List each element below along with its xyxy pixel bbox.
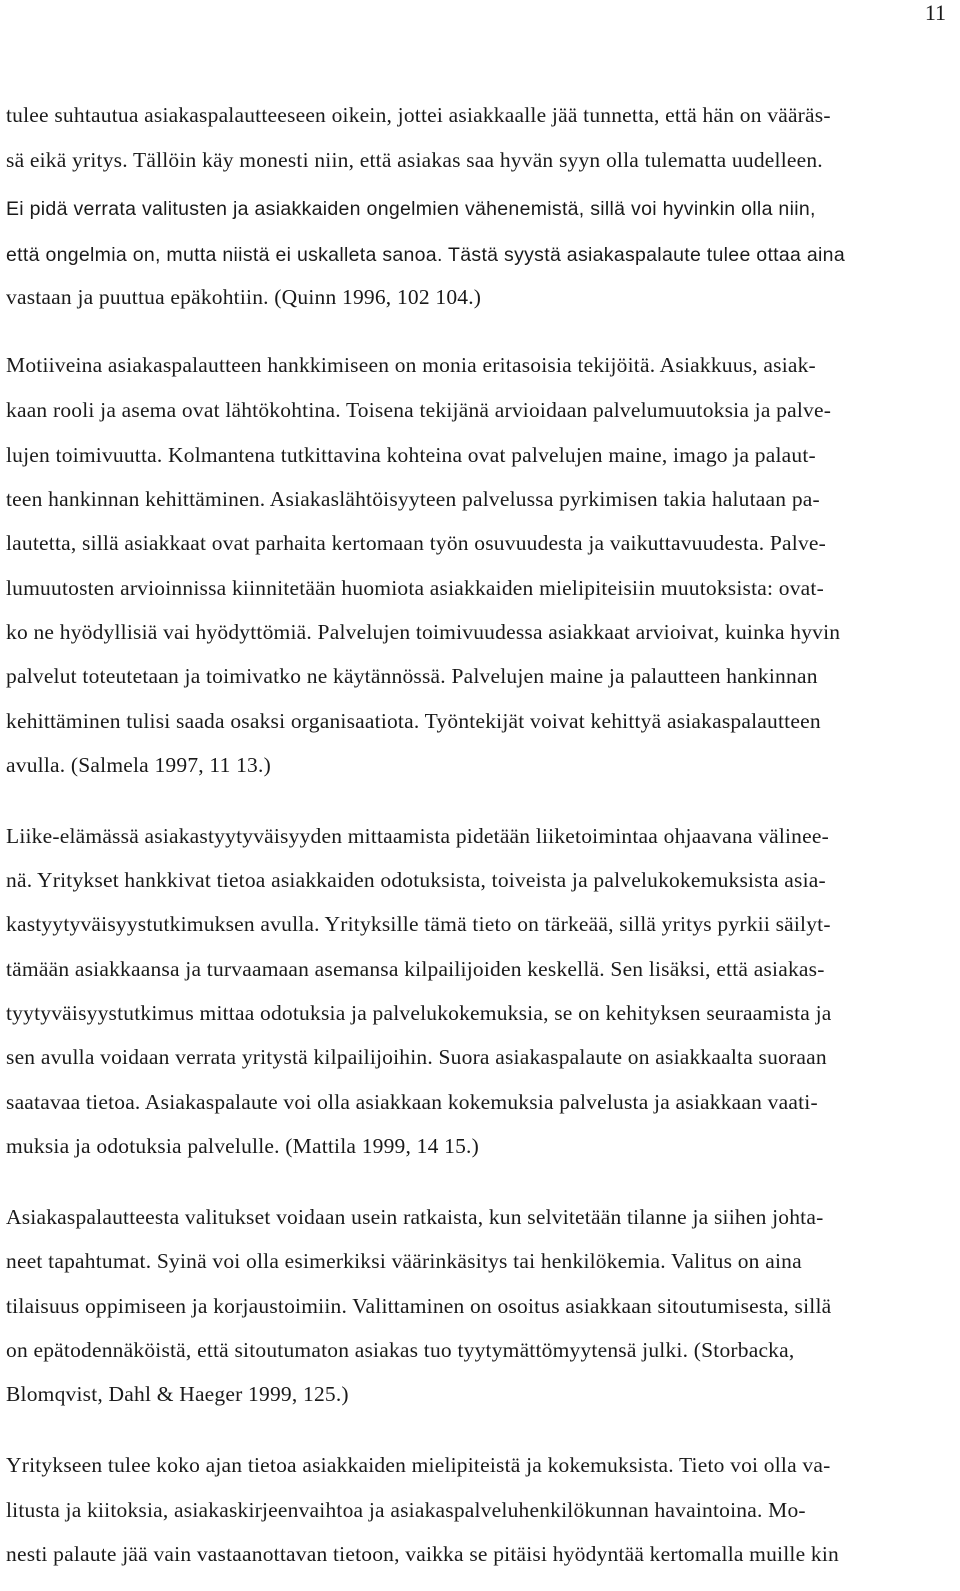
- text-line: nä. Yritykset hankkivat tietoa asiakkaiden odotuksista, toiveista ja palvelukokemuksista asia-: [6, 868, 826, 892]
- text-line: että ongelmia on, mutta niistä ei uskalleta sanoa. Tästä syystä asiakaspalaute tulee ottaa aina: [6, 244, 845, 266]
- text-line: kastyytyväisyystutkimuksen avulla. Yrityksille tämä tieto on tärkeää, sillä yritys pyrkii säilyt-: [6, 912, 831, 936]
- text-line: litusta ja kiitoksia, asiakaskirjeenvaihtoa ja asiakaspalveluhenkilökunnan havaintoina. Mo-: [6, 1498, 806, 1522]
- text-line: muksia ja odotuksia palvelulle. (Mattila 1999, 14 15.): [6, 1134, 479, 1158]
- text-line: ko ne hyödyllisiä vai hyödyttömiä. Palvelujen toimivuudessa asiakkaat arvioivat, kuinka hyvin: [6, 620, 841, 644]
- text-line: lumuutosten arvioinnissa kiinnitetään huomiota asiakkaiden mielipiteisiin muutoksista: ovat-: [6, 576, 824, 600]
- text-line: kehittäminen tulisi saada osaksi organisaatiota. Työntekijät voivat kehittyä asiakaspalautteen: [6, 709, 821, 733]
- text-line: nesti palaute jää vain vastaanottavan tietoon, vaikka se pitäisi hyödyntää kertomalla muille kin: [6, 1542, 839, 1566]
- text-line: tämään asiakkaansa ja turvaamaan asemansa kilpailijoiden keskellä. Sen lisäksi, että asiakas-: [6, 957, 825, 981]
- text-line: vastaan ja puuttua epäkohtiin. (Quinn 1996, 102 104.): [6, 285, 482, 309]
- text-line: tilaisuus oppimiseen ja korjaustoimiin. Valittaminen on osoitus asiakkaan sitoutumisesta, sillä: [6, 1294, 832, 1318]
- text-line: on epätodennäköistä, että sitoutumaton asiakas tuo tyytymättömyytensä julki. (Storbacka,: [6, 1338, 795, 1362]
- text-line: saatavaa tietoa. Asiakaspalaute voi olla asiakkaan kokemuksia palvelusta ja asiakkaan vaati-: [6, 1090, 818, 1114]
- text-line: palvelut toteutetaan ja toimivatko ne käytännössä. Palvelujen maine ja palautteen hankinnan: [6, 664, 818, 688]
- text-line: sen avulla voidaan verrata yritystä kilpailijoihin. Suora asiakaspalaute on asiakkaalta suoraan: [6, 1045, 827, 1069]
- text-line: Ei pidä verrata valitusten ja asiakkaiden ongelmien vähenemistä, sillä voi hyvinkin olla niin,: [6, 198, 816, 220]
- text-line: sä eikä yritys. Tällöin käy monesti niin, että asiakas saa hyvän syyn olla tulematta uudelleen.: [6, 148, 823, 172]
- text-line: tulee suhtautua asiakaspalautteeseen oikein, jottei asiakkaalle jää tunnetta, että hän on vääräs-: [6, 103, 831, 127]
- text-line: Yritykseen tulee koko ajan tietoa asiakkaiden mielipiteistä ja kokemuksista. Tieto voi olla va-: [6, 1453, 831, 1477]
- page-number: 11: [924, 0, 946, 25]
- text-line: lautetta, sillä asiakkaat ovat parhaita kertomaan työn osuvuudesta ja vaikuttavuudesta. Palve-: [6, 531, 827, 555]
- text-line: Liike-elämässä asiakastyytyväisyyden mittaamista pidetään liiketoimintaa ohjaavana välinee-: [6, 824, 829, 848]
- text-line: tyytyväisyystutkimus mittaa odotuksia ja palvelukokemuksia, se on kehityksen seuraamista ja: [6, 1001, 832, 1025]
- text-line: teen hankinnan kehittäminen. Asiakaslähtöisyyteen palvelussa pyrkimisen takia halutaan pa-: [6, 487, 820, 511]
- text-line: lujen toimivuutta. Kolmantena tutkittavina kohteina ovat palvelujen maine, imago ja palaut-: [6, 443, 816, 467]
- text-line: Motiiveina asiakaspalautteen hankkimiseen on monia eritasoisia tekijöitä. Asiakkuus, asiak-: [6, 353, 816, 377]
- text-line: Blomqvist, Dahl & Haeger 1999, 125.): [6, 1382, 349, 1406]
- text-line: kaan rooli ja asema ovat lähtökohtina. Toisena tekijänä arvioidaan palvelumuutoksia ja palve-: [6, 398, 832, 422]
- text-line: avulla. (Salmela 1997, 11 13.): [6, 753, 271, 777]
- text-line: neet tapahtumat. Syinä voi olla esimerkiksi väärinkäsitys tai henkilökemia. Valitus on aina: [6, 1249, 802, 1273]
- text-line: Asiakaspalautteesta valitukset voidaan usein ratkaista, kun selvitetään tilanne ja siihen johta-: [6, 1205, 824, 1229]
